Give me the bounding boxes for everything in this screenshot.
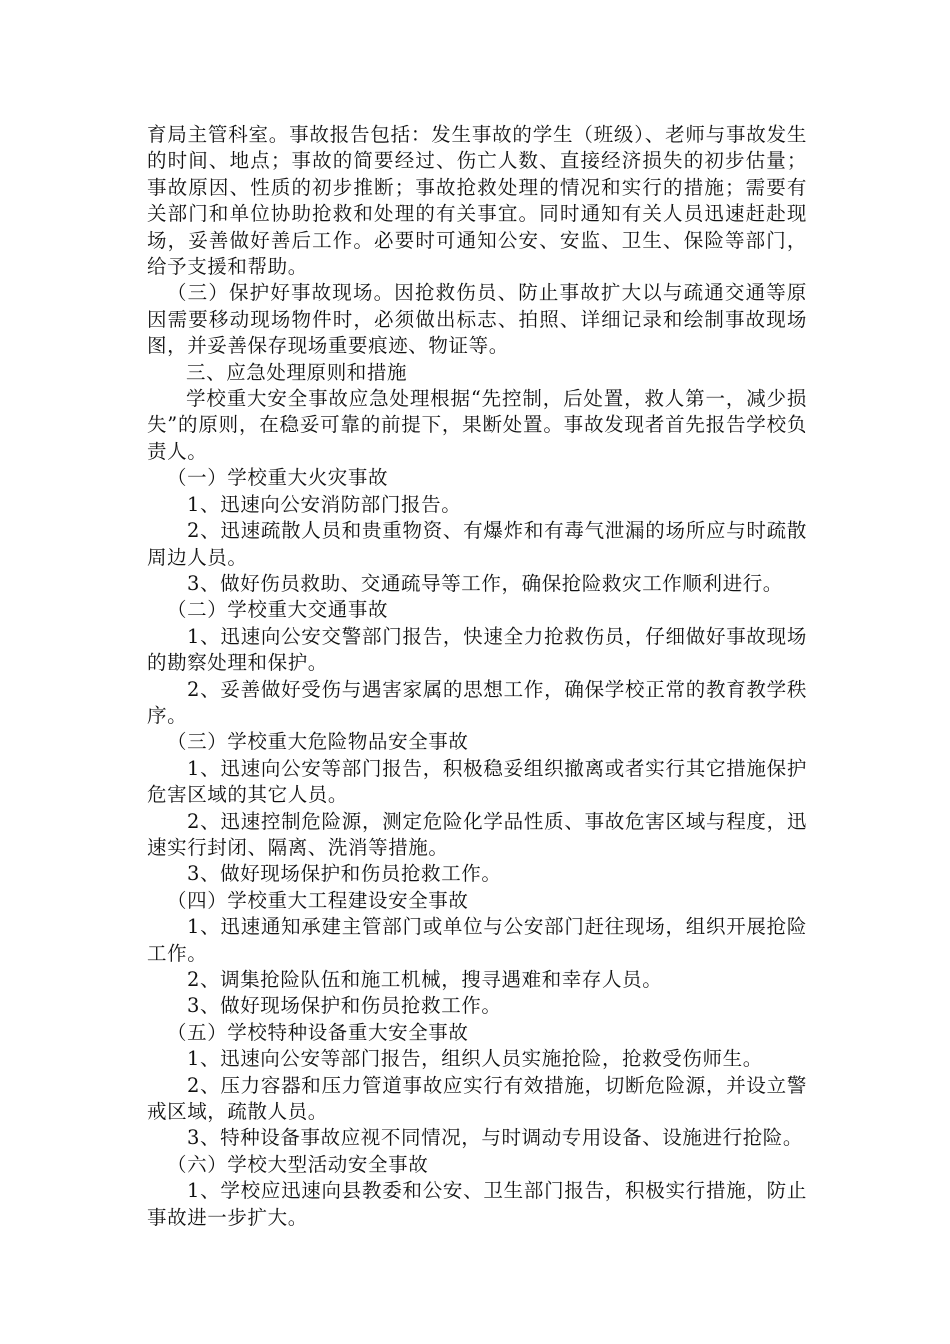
list-item: 1、学校应迅速向县教委和公安、卫生部门报告，积极实行措施，防止事故进一步扩大。 bbox=[147, 1179, 807, 1229]
document-page bbox=[147, 122, 807, 1231]
paragraph-principles: 学校重大安全事故应急处理根据“先控制，后处置，救人第一，减少损失”的原则，在稳妥可靠的前提下，果断处置。事故发现者首先报告学校负责人。 bbox=[147, 387, 807, 463]
list-item: 2、妥善做好受伤与遇害家属的思想工作，确保学校正常的教育教学秩序。 bbox=[147, 677, 807, 727]
list-item: 2、压力容器和压力管道事故应实行有效措施，切断危险源，并设立警戒区域，疏散人员。 bbox=[147, 1073, 807, 1124]
list-item: 3、做好现场保护和伤员抢救工作。 bbox=[187, 994, 502, 1018]
list-item: 3、特种设备事故应视不同情况，与时调动专用设备、设施进行抢险。 bbox=[187, 1126, 804, 1150]
subheading-hazardous-materials: （三）学校重大危险物品安全事故 bbox=[167, 730, 469, 754]
list-item: 1、迅速向公安交警部门报告，快速全力抢救伤员，仔细做好事故现场的勘察处理和保护。 bbox=[147, 624, 807, 675]
list-item: 3、做好伤员救助、交通疏导等工作，确保抢险救灾工作顺利进行。 bbox=[187, 571, 783, 595]
paragraph-protect-scene: （三）保护好事故现场。因抢救伤员、防止事故扩大以与疏通交通等原因需要移动现场物件时，必须做出标志、拍照、详细记录和绘制事故现场图，并妥善保存现场重要痕迹、物证等。 bbox=[147, 281, 807, 358]
list-item: 2、迅速控制危险源，测定危险化学品性质、事故危害区域与程度，迅速实行封闭、隔离、洗消等措施。 bbox=[147, 809, 807, 859]
paragraph-report-content: 育局主管科室。事故报告包括：发生事故的学生（班级）、老师与事故发生的时间、地点；事故的简要经过、伤亡人数、直接经济损失的初步估量；事故原因、性质的初步推断；事故抢救处理的情况和实行的措施；需要有关部门和单位协助抢救和处理的有关事宜。同时通知有关人员迅速赶赴现场，妥善做好善后工作。必要时可通知公安、安监、卫生、保险等部门，给予支援和帮助。 bbox=[147, 123, 807, 279]
subheading-special-equipment: （五）学校特种设备重大安全事故 bbox=[167, 1020, 469, 1044]
list-item: 1、迅速向公安等部门报告，积极稳妥组织撤离或者实行其它措施保护危害区域的其它人员。 bbox=[147, 756, 807, 807]
subheading-large-events: （六）学校大型活动安全事故 bbox=[167, 1152, 429, 1176]
list-item: 1、迅速通知承建主管部门或单位与公安部门赶往现场，组织开展抢险工作。 bbox=[147, 915, 807, 965]
subheading-construction-accident: （四）学校重大工程建设安全事故 bbox=[167, 888, 469, 912]
subheading-fire-accident: （一）学校重大火灾事故 bbox=[167, 466, 389, 490]
list-item: 2、迅速疏散人员和贵重物资、有爆炸和有毒气泄漏的场所应与时疏散周边人员。 bbox=[147, 519, 807, 569]
section-heading-principles: 三、应急处理原则和措施 bbox=[186, 360, 408, 384]
subheading-traffic-accident: （二）学校重大交通事故 bbox=[167, 598, 389, 622]
list-item: 1、迅速向公安等部门报告，组织人员实施抢险，抢救受伤师生。 bbox=[187, 1047, 763, 1071]
list-item: 1、迅速向公安消防部门报告。 bbox=[187, 492, 462, 516]
list-item: 3、做好现场保护和伤员抢救工作。 bbox=[187, 862, 502, 886]
list-item: 2、调集抢险队伍和施工机械，搜寻遇难和幸存人员。 bbox=[187, 968, 663, 991]
